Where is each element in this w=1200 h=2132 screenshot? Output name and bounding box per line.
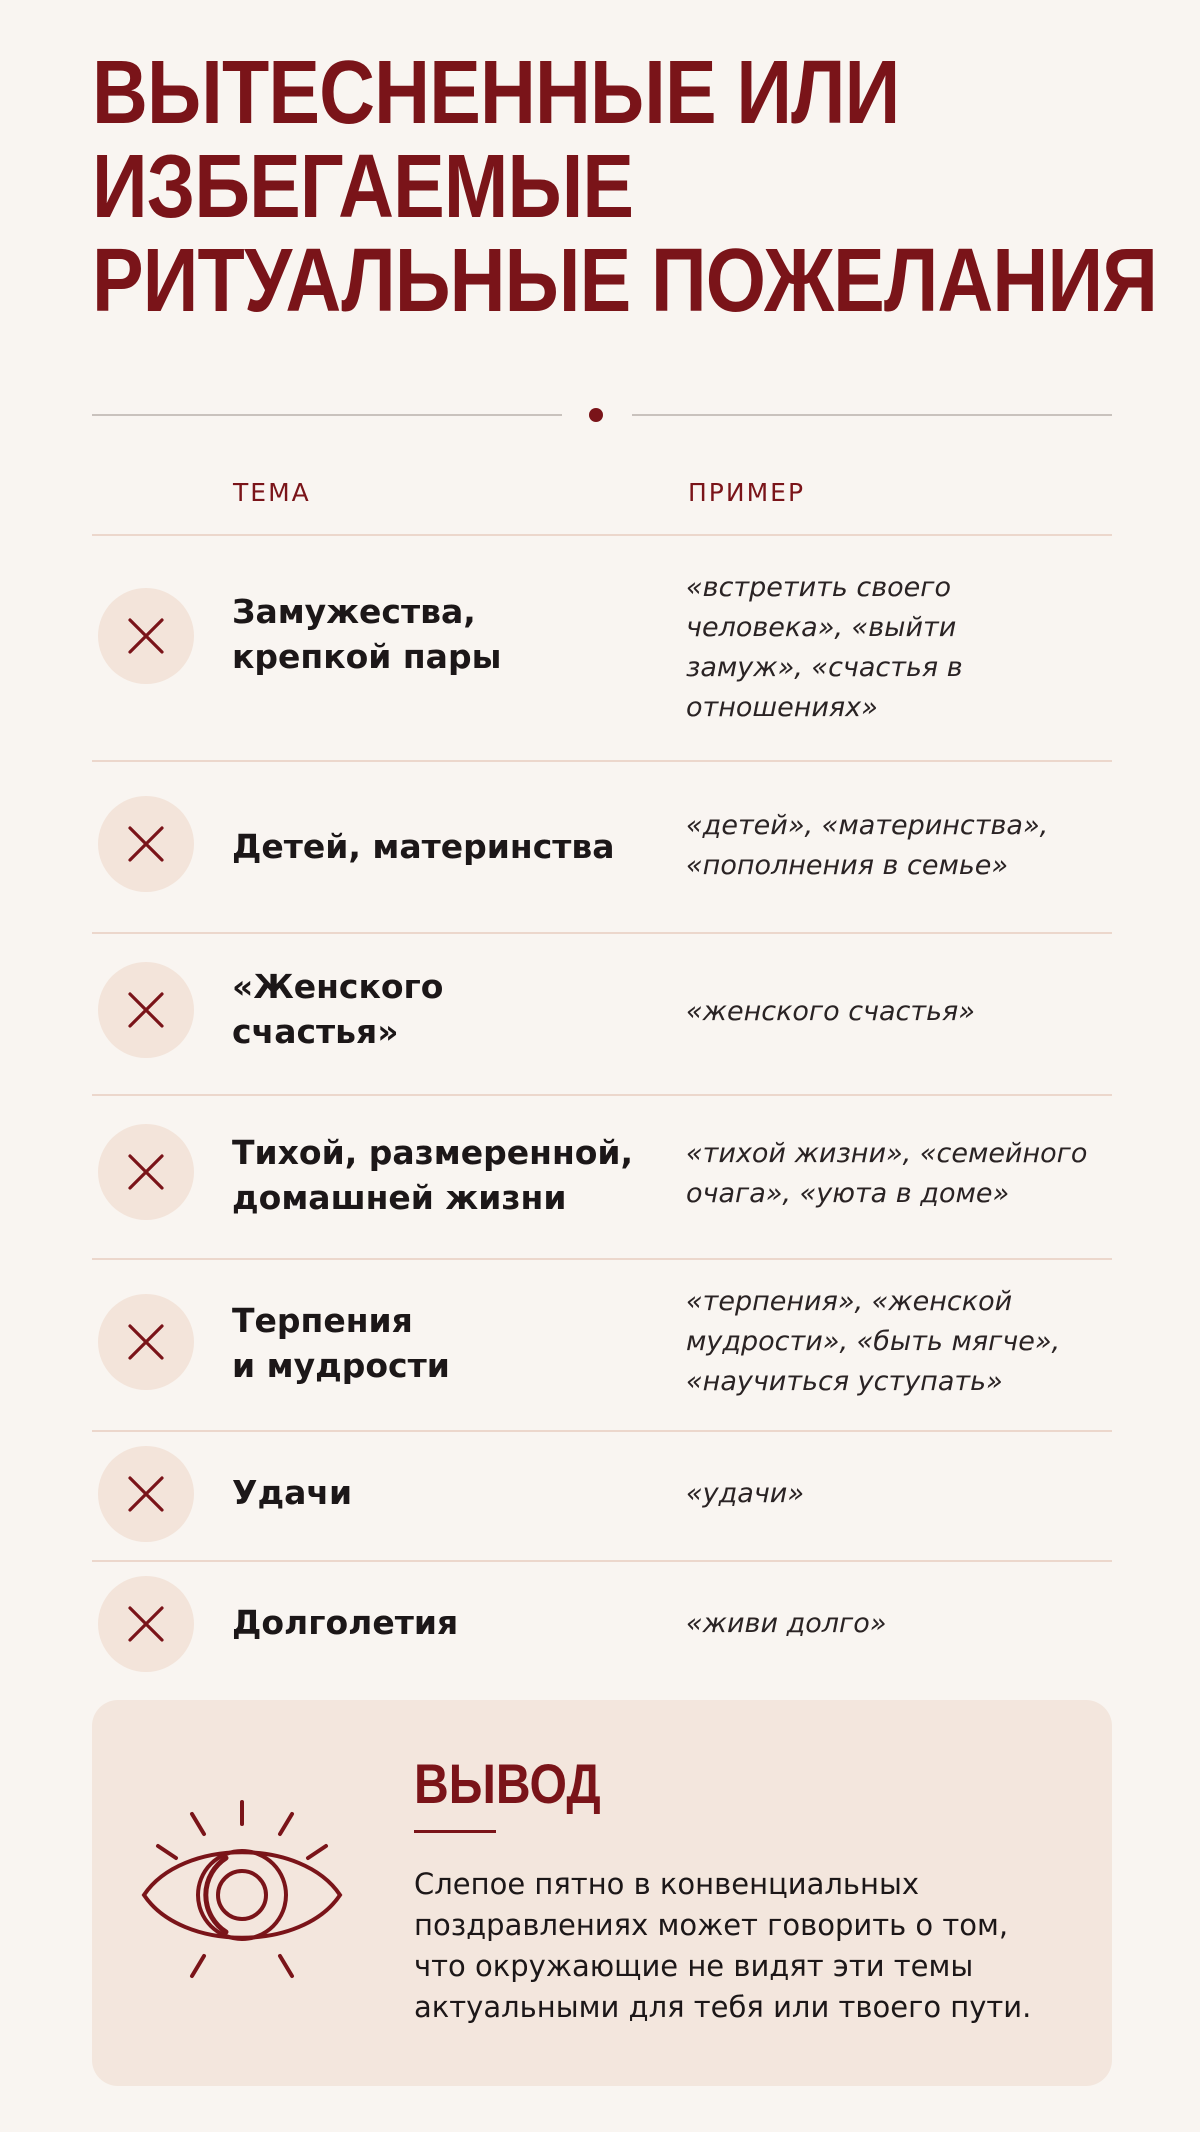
title-line-3: РИТУАЛЬНЫЕ ПОЖЕЛАНИЯ [92,231,1158,331]
row-example: «женского счастья» [686,996,975,1027]
cross-icon [98,1446,194,1542]
divider-left [92,414,562,416]
table-row [92,1432,1112,1560]
row-example: «детей», «материнства», «пополнения в семье» [686,810,1049,881]
conclusion-text: Слепое пятно в конвенциальных поздравлениях может говорить о том, что окружающие не видят эти темы актуальными для тебя или твоего пути. [414,1867,1032,2024]
row-topic: «Женского счастья» [232,967,444,1051]
divider-right [632,414,1112,416]
table-row [92,762,1112,932]
row-topic: Терпения и мудрости [232,1301,450,1385]
row-topic: Замужества, крепкой пары [232,592,502,676]
row-example: «удачи» [686,1478,805,1509]
row-example: «терпения», «женской мудрости», «быть мягче», «научиться уступать» [686,1286,1061,1397]
conclusion-title: ВЫВОД [414,1752,601,1815]
title-line-1: ВЫТЕСНЕННЫЕ ИЛИ [92,43,900,143]
cross-icon [98,1124,194,1220]
column-header-example: ПРИМЕР [688,478,806,507]
conclusion-rule [414,1830,496,1833]
title-line-2: ИЗБЕГАЕМЫЕ [92,137,634,237]
table-row [92,1260,1112,1430]
cross-icon [98,1576,194,1672]
table-row [92,536,1112,760]
table-row [92,934,1112,1094]
cross-icon [98,1294,194,1390]
page-title [92,43,1158,331]
row-topic: Детей, материнства [232,827,615,866]
table-row [92,1562,1112,1682]
row-topic: Долголетия [232,1603,459,1642]
row-topic: Тихой, размеренной, домашней жизни [232,1133,634,1217]
row-example: «живи долго» [686,1608,887,1639]
eye-icon [132,1800,352,1990]
row-example: «тихой жизни», «семейного очага», «уюта в доме» [686,1138,1088,1209]
column-header-topic: ТЕМА [233,478,311,507]
row-example: «встретить своего человека», «выйти замуж», «счастья в отношениях» [686,572,963,723]
table-row [92,1096,1112,1258]
divider-dot [589,408,603,422]
row-topic: Удачи [232,1473,353,1512]
cross-icon [98,588,194,684]
conclusion-card [92,1700,1112,2086]
cross-icon [98,962,194,1058]
cross-icon [98,796,194,892]
